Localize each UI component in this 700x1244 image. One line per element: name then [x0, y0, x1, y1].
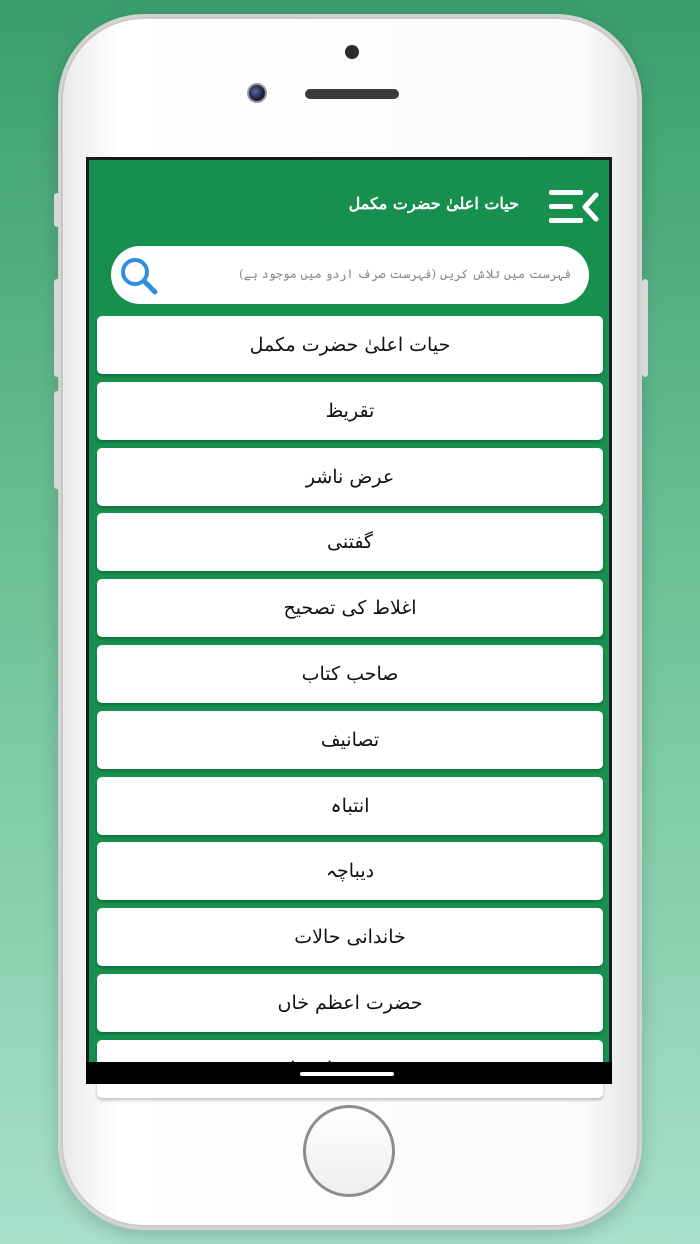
home-button[interactable]	[303, 1105, 395, 1197]
side-button	[642, 279, 648, 377]
list-item[interactable]	[97, 382, 603, 440]
phone-screen	[86, 157, 612, 1084]
system-nav-bar	[86, 1062, 612, 1084]
chapter-list	[97, 316, 603, 1106]
list-item-label: گفتنی	[327, 531, 373, 554]
page-title: حیات اعلیٰ حضرت مکمل	[348, 194, 519, 213]
list-item-label: حضرت اعظم خاں	[277, 991, 423, 1014]
app-header	[89, 160, 609, 242]
list-item[interactable]	[97, 974, 603, 1032]
sensor-dot	[345, 45, 359, 59]
list-item[interactable]	[97, 579, 603, 637]
list-item-label: حیات اعلیٰ حضرت مکمل	[249, 334, 451, 356]
list-item-label: تقریظ	[325, 399, 375, 422]
menu-collapse-icon[interactable]	[549, 190, 599, 224]
home-indicator[interactable]	[300, 1072, 394, 1076]
list-item[interactable]	[97, 711, 603, 769]
list-item[interactable]	[97, 645, 603, 703]
side-button	[54, 391, 60, 489]
list-item[interactable]	[97, 908, 603, 966]
search-bar	[111, 246, 589, 304]
list-item-label: خاندانی حالات	[294, 926, 406, 949]
app-view	[89, 160, 609, 1062]
list-item-label: صاحب کتاب	[301, 662, 399, 685]
list-item-label: اغلاط کی تصحیح	[283, 597, 417, 620]
side-button	[54, 279, 60, 377]
list-item[interactable]	[97, 777, 603, 835]
list-item-label: دیباچہ	[325, 860, 375, 883]
side-button	[54, 193, 60, 227]
earpiece-speaker	[305, 89, 399, 99]
list-item[interactable]	[97, 513, 603, 571]
list-item[interactable]	[97, 316, 603, 374]
front-camera	[247, 83, 267, 103]
list-item[interactable]	[97, 448, 603, 506]
search-icon[interactable]	[117, 254, 161, 298]
list-item-label: انتباہ	[330, 794, 370, 817]
search-input[interactable]	[169, 256, 571, 292]
list-item-label: تصانیف	[320, 728, 380, 751]
list-item[interactable]	[97, 842, 603, 900]
list-item-label: عرض ناشر	[305, 465, 395, 488]
